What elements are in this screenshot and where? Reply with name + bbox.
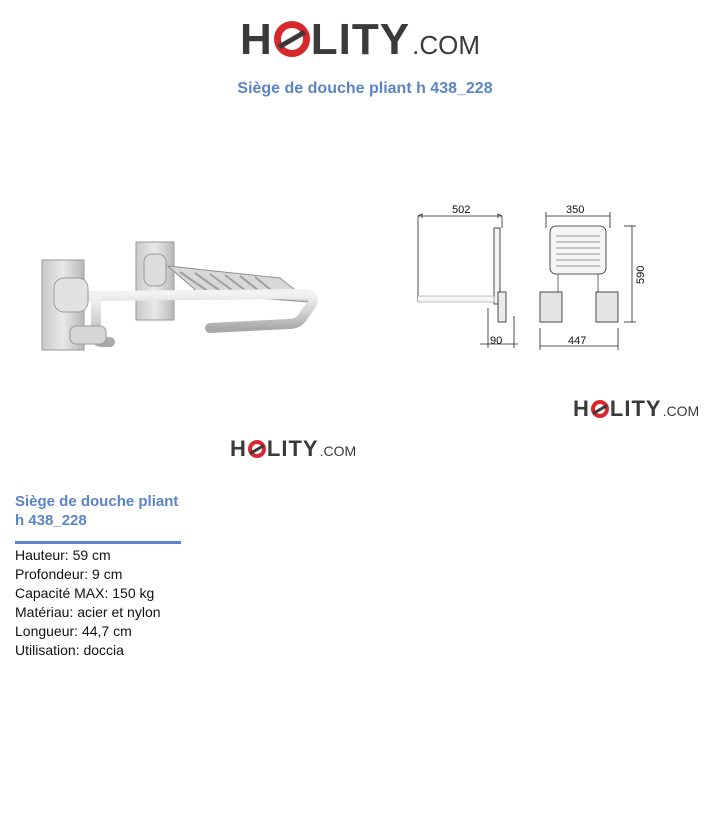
spec-item-depth: Profondeur: 9 cm xyxy=(15,566,123,582)
holity-logo-watermark xyxy=(230,438,356,462)
spec-item-length: Longueur: 44,7 cm xyxy=(15,623,132,639)
dim-base: 447 xyxy=(568,335,587,347)
dimension-diagram xyxy=(410,198,650,358)
logo-letter-h: H xyxy=(230,436,247,461)
dim-width: 350 xyxy=(566,204,585,216)
logo-letter-h: H xyxy=(573,396,590,421)
product-name: Siège de douche pliant h 438_228 xyxy=(15,493,179,529)
spec-item-usage: Utilisation: doccia xyxy=(15,642,124,658)
logo-wordmark: LITY xyxy=(310,15,411,64)
logo-wordmark: LITY xyxy=(266,436,319,461)
dim-height: 590 xyxy=(635,265,647,284)
product-photo xyxy=(40,238,330,363)
logo-wordmark: LITY xyxy=(609,396,662,421)
spec-item-capacity: Capacité MAX: 150 kg xyxy=(15,585,155,601)
spec-list xyxy=(15,546,161,660)
logo-ring-icon xyxy=(591,400,609,418)
logo-ring-icon xyxy=(248,440,266,458)
dim-depth: 502 xyxy=(452,204,471,216)
technical-drawing xyxy=(410,198,650,363)
logo-letter-h: H xyxy=(240,15,273,64)
folding-seat-illustration xyxy=(40,238,330,358)
logo-ring-icon xyxy=(274,21,310,57)
heading-underline xyxy=(15,541,181,544)
logo-suffix: .COM xyxy=(412,30,480,60)
spec-item-material: Matériau: acier et nylon xyxy=(15,604,161,620)
logo-suffix: .COM xyxy=(319,443,357,459)
logo-suffix: .COM xyxy=(662,403,700,419)
page-title: Siège de douche pliant h 438_228 xyxy=(237,80,493,97)
dim-offset: 90 xyxy=(490,335,503,347)
holity-logo-small xyxy=(573,398,699,422)
holity-logo[interactable] xyxy=(240,15,480,67)
spec-item-height: Hauteur: 59 cm xyxy=(15,547,111,563)
